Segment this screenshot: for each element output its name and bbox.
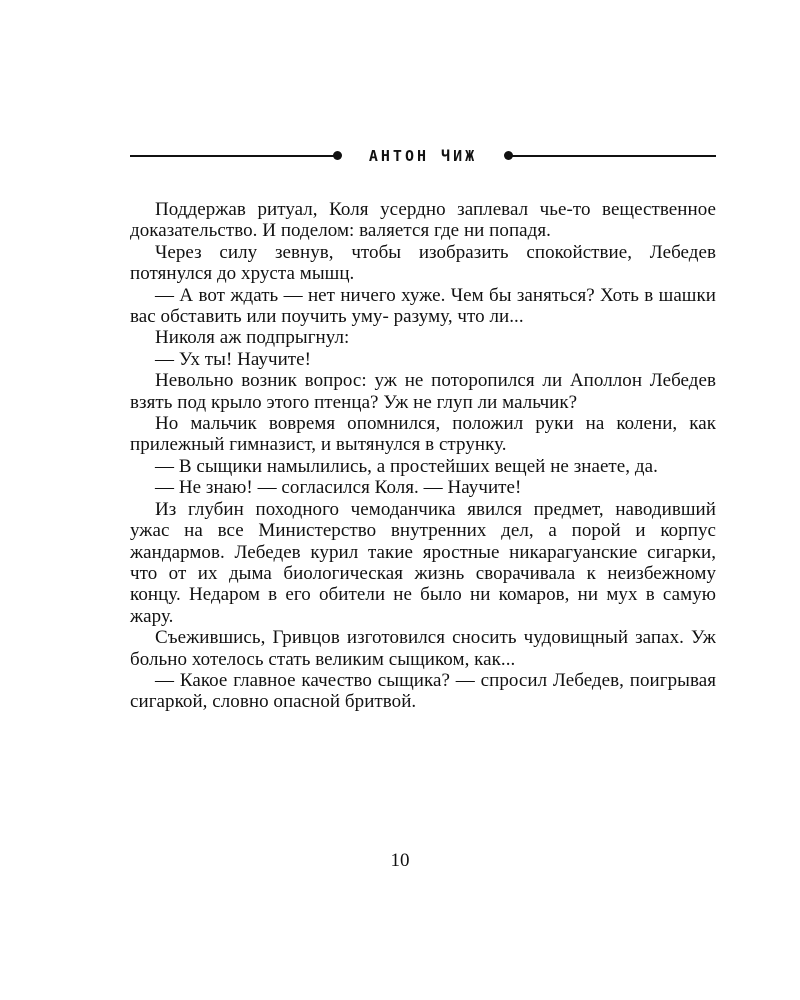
paragraph: Через силу зевнув, чтобы изобразить спокойствие, Лебедев потянулся до хруста мышц. bbox=[130, 241, 716, 285]
paragraph: Невольно возник вопрос: уж не поторопился ли Аполлон Лебедев взять под крыло этого птенца? Уж не глуп ли мальчик? bbox=[130, 370, 716, 413]
header-rule-right bbox=[512, 155, 716, 157]
paragraph: Съежившись, Гривцов изготовился сносить чудовищный запах. Уж больно хотелось стать великим сыщиком, как... bbox=[130, 627, 716, 670]
header-rule-left bbox=[130, 155, 334, 157]
paragraph: Но мальчик вовремя опомнился, положил руки на колени, как прилежный гимназист, и вытянулся в струнку. bbox=[130, 413, 716, 456]
running-header-title: АНТОН ЧИЖ bbox=[368, 147, 478, 165]
header-bullet-left bbox=[333, 151, 342, 160]
paragraph: — Не знаю! — согласился Коля. — Научите! bbox=[155, 477, 522, 499]
running-header bbox=[130, 146, 716, 166]
paragraph: Из глубин походного чемоданчика явился предмет, наводивший ужас на все Министерство внутренних дел, а порой и корпус жандармов. Лебедев курил такие яростные никарагуанские сигарки, что от их дыма биологическая жизнь сворачивала к неизбежному концу. Недаром в его обители не было ни комаров, ни мух в самую жару. bbox=[130, 498, 716, 627]
paragraph: — Какое главное качество сыщика? — спросил Лебедев, поигрывая сигаркой, словно опасной бритвой. bbox=[130, 669, 716, 713]
paragraph: Николя аж подпрыгнул: bbox=[155, 327, 350, 349]
page-number: 10 bbox=[390, 850, 410, 871]
paragraph: — А вот ждать — нет ничего хуже. Чем бы заняться? Хоть в шашки вас обставить или поучить уму- разуму, что ли... bbox=[130, 284, 716, 328]
body-text bbox=[130, 199, 716, 713]
paragraph: — В сыщики намылились, а простейших вещей не знаете, да. bbox=[155, 455, 658, 477]
paragraph: Поддержав ритуал, Коля усердно заплевал чье-то вещественное доказательство. И поделом: валяется где ни попадя. bbox=[130, 199, 716, 242]
paragraph: — Ух ты! Научите! bbox=[155, 348, 312, 370]
